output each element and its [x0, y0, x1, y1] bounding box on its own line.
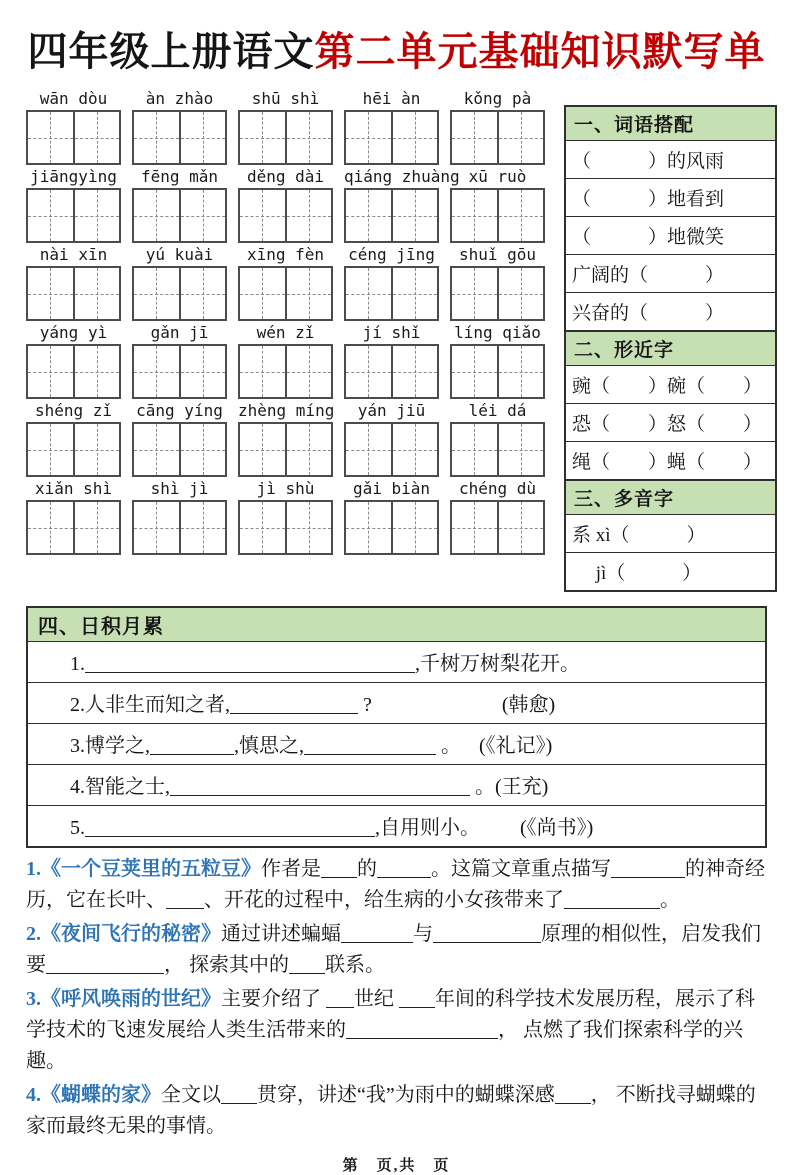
accumulation-row: [28, 765, 765, 806]
tianzige-cell: [391, 424, 438, 475]
pinyin-label: shū shì: [251, 89, 320, 108]
text-segment: ,自用则小。: [375, 817, 480, 839]
lesson-title: 4.《蝴蝶的家》: [26, 1084, 161, 1106]
pinyin-label: shéng zǐ: [34, 401, 113, 420]
pinyin-label: qiáng zhuàng: [344, 167, 460, 186]
tianzige-cell: [240, 112, 285, 163]
pinyin-label: nài xīn: [39, 245, 108, 264]
lesson-paragraph: [26, 919, 767, 981]
word-unit: [26, 477, 121, 555]
pinyin-label: yán jiū: [357, 401, 426, 420]
pinyin-label: kǒng pà: [463, 89, 532, 108]
word-unit: [238, 321, 333, 399]
word-unit: [344, 477, 439, 555]
tianzige-cell: [452, 190, 497, 241]
tianzige-cell: [28, 112, 73, 163]
word-unit: [132, 321, 227, 399]
tianzige-cell: [452, 112, 497, 163]
word-unit: [132, 399, 227, 477]
blank-underline[interactable]: [85, 653, 415, 673]
tianzige-cell: [346, 190, 391, 241]
accumulation-rows: [28, 642, 765, 846]
writing-grid-box[interactable]: [344, 422, 439, 477]
sidebar-fill-in-row[interactable]: （ ）地微笑: [566, 217, 775, 255]
tianzige-cell: [134, 190, 179, 241]
tianzige-cell: [134, 346, 179, 397]
tianzige-cell: [497, 190, 544, 241]
tianzige-cell: [240, 346, 285, 397]
writing-grid-box[interactable]: [238, 344, 333, 399]
tianzige-cell: [452, 424, 497, 475]
writing-grid-box[interactable]: [26, 188, 121, 243]
writing-grid-box[interactable]: [238, 266, 333, 321]
blank-underline[interactable]: [399, 988, 435, 1008]
writing-grid-box[interactable]: [238, 422, 333, 477]
writing-grid-box[interactable]: [26, 422, 121, 477]
blank-underline[interactable]: [304, 735, 436, 755]
tianzige-cell: [240, 502, 285, 553]
tianzige-cell: [285, 268, 332, 319]
pinyin-row: [26, 399, 548, 477]
pinyin-label: wān dòu: [39, 89, 108, 108]
blank-underline[interactable]: [166, 889, 204, 909]
pinyin-label: gǎn jī: [150, 323, 209, 342]
tianzige-cell: [452, 268, 497, 319]
text-segment: 、开花的过程中，给生病的小女孩带来了: [204, 889, 564, 911]
text-segment: ,千树万树梨花开。: [415, 653, 580, 675]
writing-grid-box[interactable]: [344, 188, 439, 243]
sidebar-fill-in-row[interactable]: （ ）地看到: [566, 179, 775, 217]
writing-grid-box[interactable]: [344, 500, 439, 555]
sidebar-fill-in-row[interactable]: 恐（ ）怒（ ）: [566, 404, 775, 442]
tianzige-cell: [452, 502, 497, 553]
writing-grid-box[interactable]: [450, 344, 545, 399]
tianzige-cell: [240, 268, 285, 319]
accumulation-row: [28, 683, 765, 724]
word-unit: [344, 399, 439, 477]
blank-underline[interactable]: [346, 1019, 498, 1039]
writing-grid-box[interactable]: [344, 344, 439, 399]
text-segment: 原理的相似性，启发我们要: [26, 923, 761, 976]
pinyin-label: shì jì: [150, 479, 209, 498]
tianzige-cell: [285, 112, 332, 163]
pinyin-row: [26, 321, 548, 399]
text-segment: (韩愈): [501, 694, 556, 716]
blank-underline[interactable]: [433, 923, 541, 943]
page-footer: 第 页,共 页: [342, 1158, 451, 1174]
sidebar-fill-in-row[interactable]: （ ）的风雨: [566, 141, 775, 179]
text-segment: ， 不断找寻蝴蝶的家而最终无果的事情。: [26, 1084, 756, 1137]
sidebar-fill-in-row[interactable]: 广阔的（ ）: [566, 255, 775, 293]
lesson-title: 1.《一个豆荚里的五粒豆》: [26, 858, 261, 880]
writing-grid-box[interactable]: [26, 344, 121, 399]
writing-grid-box[interactable]: [238, 188, 333, 243]
writing-grid-box[interactable]: [450, 500, 545, 555]
sidebar-section-header: 二、形近字: [566, 331, 775, 366]
word-unit: [238, 87, 333, 165]
tianzige-cell: [28, 502, 73, 553]
tianzige-cell: [179, 268, 226, 319]
pinyin-label: léi dá: [468, 401, 527, 420]
sidebar-fill-in-row[interactable]: 豌（ ）碗（ ）: [566, 366, 775, 404]
tianzige-cell: [179, 424, 226, 475]
tianzige-cell: [73, 346, 120, 397]
word-unit: [238, 477, 333, 555]
pinyin-label: xū ruò: [468, 167, 527, 186]
pinyin-label: shuǐ gōu: [458, 245, 537, 264]
writing-grid-box[interactable]: [132, 344, 227, 399]
tianzige-cell: [179, 112, 226, 163]
pinyin-label: líng qiǎo: [454, 323, 541, 342]
pinyin-label: hēi àn: [362, 89, 421, 108]
writing-grid-box[interactable]: [344, 266, 439, 321]
word-unit: [344, 321, 439, 399]
pinyin-label: àn zhào: [145, 89, 214, 108]
lesson-paragraphs: [26, 854, 767, 1142]
blank-underline[interactable]: [555, 1084, 591, 1104]
writing-grid-box[interactable]: [132, 500, 227, 555]
blank-underline[interactable]: [341, 923, 413, 943]
pinyin-label: cāng yíng: [136, 401, 223, 420]
text-segment: 的: [357, 858, 377, 880]
spacer: [480, 833, 520, 834]
writing-grid-box[interactable]: [132, 266, 227, 321]
writing-grid-box[interactable]: [450, 266, 545, 321]
tianzige-cell: [240, 424, 285, 475]
writing-grid-box[interactable]: [238, 110, 333, 165]
tianzige-cell: [391, 502, 438, 553]
tianzige-cell: [28, 190, 73, 241]
text-segment: ,慎思之,: [234, 735, 304, 757]
accumulation-table: [26, 606, 767, 848]
tianzige-cell: [497, 502, 544, 553]
writing-grid-box[interactable]: [26, 500, 121, 555]
tianzige-cell: [28, 268, 73, 319]
text-segment: 2.人非生而知之者,: [70, 694, 230, 716]
text-segment: 作者是: [261, 858, 321, 880]
text-segment: 与: [413, 923, 433, 945]
tianzige-cell: [179, 502, 226, 553]
blank-underline[interactable]: [150, 735, 234, 755]
writing-grid-box[interactable]: [132, 188, 227, 243]
tianzige-cell: [285, 190, 332, 241]
text-segment: 全文以: [161, 1084, 221, 1106]
tianzige-cell: [73, 268, 120, 319]
word-unit: [450, 399, 545, 477]
text-segment: 。(王充): [470, 776, 549, 798]
pinyin-label: yú kuài: [145, 245, 214, 264]
text-segment: 贯穿，讲述“我”为雨中的蝴蝶深感: [257, 1084, 555, 1106]
tianzige-cell: [240, 190, 285, 241]
tianzige-cell: [134, 268, 179, 319]
text-segment: 年间的科学技术发展历程，展示了科学技术的飞速发展给人类生活带来的: [26, 988, 755, 1041]
word-unit: [450, 165, 545, 243]
word-unit: [26, 243, 121, 321]
writing-grid-box[interactable]: [132, 422, 227, 477]
tianzige-cell: [346, 502, 391, 553]
accumulation-row: [28, 724, 765, 765]
writing-grid-box[interactable]: [344, 110, 439, 165]
word-unit: [450, 321, 545, 399]
blank-underline[interactable]: [377, 858, 431, 878]
word-unit: [26, 165, 121, 243]
tianzige-cell: [73, 112, 120, 163]
word-unit: [344, 165, 460, 243]
blank-underline[interactable]: [85, 817, 375, 837]
tianzige-cell: [179, 190, 226, 241]
pinyin-label: xīng fèn: [246, 245, 325, 264]
word-unit: [132, 165, 227, 243]
text-segment: 。: [660, 889, 680, 911]
word-unit: [450, 243, 545, 321]
pinyin-label: zhèng míng: [238, 401, 335, 420]
pinyin-label: jì shù: [256, 479, 315, 498]
tianzige-cell: [346, 346, 391, 397]
pinyin-row: [26, 87, 548, 165]
tianzige-cell: [391, 112, 438, 163]
text-segment: 4.智能之士,: [70, 776, 170, 798]
pinyin-label: chéng dù: [458, 479, 537, 498]
writing-grid-box[interactable]: [450, 110, 545, 165]
sidebar-section-header: 一、词语搭配: [566, 107, 775, 141]
accumulation-row: [28, 642, 765, 683]
blank-underline[interactable]: [230, 694, 358, 714]
lesson-title: 2.《夜间飞行的秘密》: [26, 923, 221, 945]
pinyin-label: wén zǐ: [256, 323, 315, 342]
blank-underline[interactable]: [46, 954, 164, 974]
word-unit: [132, 477, 227, 555]
text-segment: (《尚书》): [520, 817, 594, 839]
spacer: [461, 751, 479, 752]
lesson-paragraph: [26, 984, 767, 1077]
tianzige-cell: [28, 424, 73, 475]
text-segment: 。这篇文章重点描写: [431, 858, 611, 880]
text-segment: 通过讲述蝙蝠: [221, 923, 341, 945]
tianzige-cell: [73, 424, 120, 475]
writing-grid-box[interactable]: [132, 110, 227, 165]
tianzige-cell: [134, 112, 179, 163]
tianzige-cell: [497, 346, 544, 397]
writing-grid-box[interactable]: [450, 422, 545, 477]
writing-grid-box[interactable]: [26, 110, 121, 165]
content-columns: [26, 87, 767, 592]
page-title: [26, 20, 767, 77]
blank-underline[interactable]: [289, 954, 325, 974]
tianzige-cell: [134, 424, 179, 475]
tianzige-cell: [391, 190, 438, 241]
word-unit: [450, 477, 545, 555]
text-segment: ， 点燃了我们探索科学的兴趣。: [26, 1019, 743, 1072]
tianzige-cell: [285, 346, 332, 397]
blank-underline[interactable]: [170, 776, 470, 796]
tianzige-cell: [179, 346, 226, 397]
sidebar-section-header: 三、多音字: [566, 480, 775, 515]
blank-underline[interactable]: [321, 858, 357, 878]
accumulation-header: 四、日积月累: [28, 608, 765, 642]
text-segment: 。: [436, 735, 461, 757]
text-segment: 世纪: [354, 988, 399, 1010]
writing-grid-box[interactable]: [450, 188, 545, 243]
tianzige-cell: [73, 190, 120, 241]
tianzige-cell: [497, 112, 544, 163]
text-segment: 1.: [70, 653, 85, 675]
blank-underline[interactable]: [221, 1084, 257, 1104]
tianzige-cell: [346, 112, 391, 163]
sidebar-fill-in-row[interactable]: jì（ ）: [572, 563, 702, 584]
blank-underline[interactable]: [564, 889, 660, 909]
pinyin-label: xiǎn shì: [34, 479, 113, 498]
pinyin-label: fēng mǎn: [140, 167, 219, 186]
lesson-title: 3.《呼风唤雨的世纪》: [26, 988, 221, 1010]
sidebar-fill-in-row[interactable]: 系 xì（ ）: [566, 515, 775, 553]
tianzige-cell: [497, 424, 544, 475]
tianzige-cell: [285, 502, 332, 553]
pinyin-row: [26, 477, 548, 555]
tianzige-cell: [391, 346, 438, 397]
writing-grid-box[interactable]: [26, 266, 121, 321]
word-unit: [26, 321, 121, 399]
pinyin-label: gǎi biàn: [352, 479, 431, 498]
word-unit: [238, 399, 333, 477]
tianzige-cell: [452, 346, 497, 397]
pinyin-label: yáng yì: [39, 323, 108, 342]
tianzige-cell: [285, 424, 332, 475]
word-unit: [26, 87, 121, 165]
sidebar-fill-in-row[interactable]: 绳（ ）蝇（ ）: [566, 442, 775, 480]
pinyin-grid: [26, 87, 548, 555]
word-unit: [132, 243, 227, 321]
tianzige-cell: [73, 502, 120, 553]
pinyin-label: jiāngyìng: [30, 167, 117, 186]
word-unit: [344, 243, 439, 321]
text-segment: 3.博学之,: [70, 735, 150, 757]
pinyin-label: děng dài: [246, 167, 325, 186]
pinyin-row: [26, 165, 548, 243]
title-red-part: 第二单元基础知识默写单: [314, 28, 766, 75]
tianzige-cell: [28, 346, 73, 397]
word-unit: [26, 399, 121, 477]
writing-grid-box[interactable]: [238, 500, 333, 555]
blank-underline[interactable]: [611, 858, 685, 878]
text-segment: ， 探索其中的: [164, 954, 289, 976]
lesson-paragraph: [26, 854, 767, 916]
tianzige-cell: [497, 268, 544, 319]
tianzige-cell: [134, 502, 179, 553]
word-unit: [450, 87, 545, 165]
text-segment: 的神奇经历，它在长叶、: [26, 858, 765, 911]
text-segment: ?: [358, 694, 372, 716]
sidebar-tables: [564, 105, 777, 592]
pinyin-row: [26, 243, 548, 321]
tianzige-cell: [391, 268, 438, 319]
text-segment: 主要介绍了: [221, 988, 326, 1010]
text-segment: 联系。: [325, 954, 385, 976]
sidebar-fill-in-row[interactable]: 兴奋的（ ）: [566, 293, 775, 331]
pinyin-label: céng jīng: [348, 245, 435, 264]
word-unit: [344, 87, 439, 165]
blank-underline[interactable]: [326, 988, 354, 1008]
word-unit: [132, 87, 227, 165]
tianzige-cell: [346, 424, 391, 475]
accumulation-row: [28, 806, 765, 846]
text-segment: 5.: [70, 817, 85, 839]
spacer: [372, 710, 502, 711]
lesson-paragraph: [26, 1080, 767, 1142]
pinyin-label: jí shǐ: [362, 323, 421, 342]
word-unit: [238, 243, 333, 321]
title-black-part: 四年级上册语文: [27, 28, 315, 75]
tianzige-cell: [346, 268, 391, 319]
word-unit: [238, 165, 333, 243]
text-segment: (《礼记》): [479, 735, 553, 757]
